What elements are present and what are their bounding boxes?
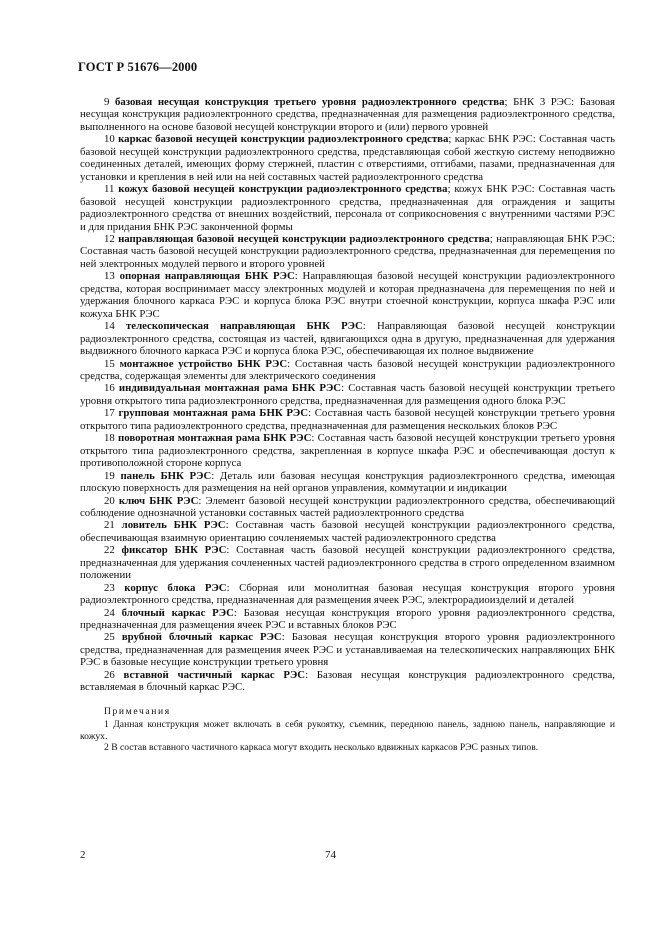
term-number: 25 [104, 631, 115, 644]
term-definition: : Направляющая базовой несущей конструкции радиоэлектронного средства, состоящая из частей, вдвигающихся одна в другую, предназначенная для удержания выдвижного блочного каркаса РЭС и корпуса блока РЭС, обеспечивающая их полное выдвижение [80, 320, 615, 358]
term-name: направляющая базовой несущей конструкции радиоэлектронного средства [118, 232, 490, 245]
term-name: кожух базовой несущей конструкции радиоэлектронного средства [118, 183, 448, 196]
term-entry [80, 270, 615, 320]
term-name: фиксатор БНК РЭС [121, 544, 227, 557]
term-number: 14 [104, 320, 115, 333]
term-number: 12 [104, 232, 115, 245]
term-definition: : Составная часть базовой несущей конструкции радиоэлектронного средства, содержащая элементы для электрического соединения [80, 357, 615, 382]
term-definition: : Направляющая базовой несущей конструкции радиоэлектронного средства, которая воспринимает массу электронных модулей и которая предназначена для перемещения по ней и удержания блочного каркаса РЭС и корпуса блока РЭС внутри стоечной конструкции, корпуса шкафа РЭС или кожуха БНК РЭС [80, 270, 615, 320]
term-name: панель БНК РЭС [120, 469, 212, 482]
term-name: телескопическая направляющая БНК РЭС [125, 320, 363, 333]
term-number: 15 [104, 357, 115, 370]
term-name: корпус блока РЭС [124, 581, 227, 594]
term-name: ловитель БНК РЭС [121, 519, 226, 532]
term-number: 26 [104, 668, 115, 681]
term-entry [80, 133, 615, 183]
term-number: 23 [104, 581, 115, 594]
term-number: 13 [104, 270, 115, 283]
term-name: групповая монтажная рама БНК РЭС [118, 407, 309, 420]
term-entry [80, 183, 615, 233]
term-definition: ; кожух БНК РЭС: Составная часть базовой несущей конструкции радиоэлектронного средства, предназначенная для ограждения и защиты радиоэлектронного средства от внешних воздействий, персонала от соприкосновения с внутренними частями РЭС и для придания БНК РЭС законченной формы [80, 183, 615, 233]
term-definition: ; БНК 3 РЭС: Базовая несущая конструкция радиоэлектронного средства, предназначенная для размещения радиоэлектронного средства, выполненного на основе базовой несущей конструкции второго и (или) первого уровней [80, 96, 615, 133]
document-header: ГОСТ Р 51676—2000 [78, 60, 198, 74]
term-entry [80, 320, 615, 357]
term-definition: : Базовая несущая конструкция второго уровня радиоэлектронного средства, предназначенная для размещения ячеек РЭС и устанавливаемая на телескопических направляющих БНК РЭС в базовые несущие конструкции третьего уровня [80, 631, 615, 669]
term-definition: : Элемент базовой несущей конструкции радиоэлектронного средства, обеспечивающий соблюдение однозначной установки составных частей радиоэлектронного средства [80, 494, 615, 519]
term-name: поворотная монтажная рама БНК РЭС [118, 432, 312, 445]
term-entry [80, 470, 615, 495]
notes-title: Примечания [104, 705, 171, 717]
term-name: индивидуальная монтажная рама БНК РЭС [118, 382, 342, 395]
term-definition: : Составная часть базовой несущей конструкции радиоэлектронного средства, обеспечивающая взаимную ориентацию сочленяемых частей радиоэлектронного средства [80, 519, 616, 544]
term-name: врубной блочный каркас РЭС [121, 631, 282, 644]
term-entry [80, 669, 615, 694]
term-entry [80, 631, 615, 668]
term-entry [80, 607, 615, 632]
term-entry [80, 432, 615, 469]
term-entry [80, 358, 615, 383]
term-name: базовая несущая конструкция третьего уровня радиоэлектронного средства [114, 96, 505, 108]
term-entry [80, 582, 615, 607]
term-number: 20 [104, 494, 115, 507]
term-entry [80, 382, 615, 407]
term-definition: ; каркас БНК РЭС: Составная часть базовой несущей конструкции радиоэлектронного средства, представляющая собой жесткую систему неподвижно соединенных деталей, имеющих форму стержней, пластин с отверстиями, отгибами, пазами, предназначенная для установки и крепления в ней или на ней составных частей радиоэлектронного средства [80, 133, 616, 183]
note-item: 2 В состав вставного частичного каркаса могут входить несколько вдвижных каркасов РЭС разных типов. [104, 742, 539, 754]
term-entry [80, 544, 615, 581]
term-definition: : Составная часть базовой несущей конструкции радиоэлектронного средства, предназначенная для удержания сочлененных частей радиоэлектронного средства в строго определенном взаимном положении [80, 544, 616, 582]
terms-section [80, 96, 615, 754]
term-definition: : Деталь или базовая несущая конструкция радиоэлектронного средства, имеющая плоскую поверхность для размещения на ней органов управления, коммутации и индикации [80, 469, 615, 495]
term-name: монтажное устройство БНК РЭС [119, 357, 288, 370]
term-entry [80, 407, 615, 432]
term-number: 21 [104, 519, 115, 532]
term-name: опорная направляющая БНК РЭС [119, 270, 295, 283]
term-name: каркас базовой несущей конструкции радиоэлектронного средства [118, 133, 449, 146]
term-definition: : Составная часть базовой несущей конструкции третьего уровня открытого типа радиоэлектронного средства, предназначенная для размещения одного блока РЭС [80, 382, 616, 407]
term-number: 24 [104, 606, 115, 619]
term-number: 10 [104, 133, 115, 146]
term-entry [80, 96, 615, 133]
term-definition: : Сборная или монолитная базовая несущая конструкция второго уровня радиоэлектронного средства, предназначенная для размещения ячеек РЭС, электрорадиоизделий и деталей [80, 581, 616, 607]
term-name: вставной частичный каркас РЭС [123, 668, 306, 681]
page-number: 74 [325, 849, 336, 861]
term-definition: : Составная часть базовой несущей конструкции третьего уровня открытого типа радиоэлектронного средства, предназначенная для размещения нескольких блоков РЭС [80, 407, 615, 432]
term-number: 17 [104, 407, 115, 420]
footer-left-number: 2 [80, 849, 86, 861]
term-entry [80, 233, 615, 270]
term-entry [80, 495, 615, 520]
note-item: 1 Данная конструкция может включать в себя рукоятку, съемник, переднюю панель, заднюю панель, направляющие и кожух. [80, 719, 615, 742]
notes-block [80, 706, 615, 754]
term-number: 22 [104, 544, 115, 557]
term-number: 19 [104, 469, 115, 482]
term-definition: : Базовая несущая конструкция радиоэлектронного средства, вставляемая в блочный каркас РЭС. [80, 668, 616, 694]
term-definition: : Базовая несущая конструкция второго уровня радиоэлектронного средства, предназначенная для размещения ячеек РЭС и вставных блоков РЭС [80, 606, 615, 632]
term-number: 9 [104, 96, 110, 108]
term-number: 16 [104, 382, 115, 395]
term-name: ключ БНК РЭС [118, 494, 199, 507]
term-number: 18 [104, 432, 115, 445]
term-name: блочный каркас РЭС [121, 606, 234, 619]
term-definition: ; направляющая БНК РЭС: Составная часть базовой несущей конструкции радиоэлектронного средства, предназначенная для перемещения по ней электронных модулей первого и второго уровней [80, 232, 615, 270]
term-entry [80, 519, 615, 544]
term-number: 11 [104, 183, 115, 196]
term-definition: : Составная часть базовой несущей конструкции третьего уровня открытого типа радиоэлектронного средства, закрепленная в корпусе шкафа РЭС и обеспечивающая доступ к противоположной стороне корпуса [80, 432, 616, 470]
